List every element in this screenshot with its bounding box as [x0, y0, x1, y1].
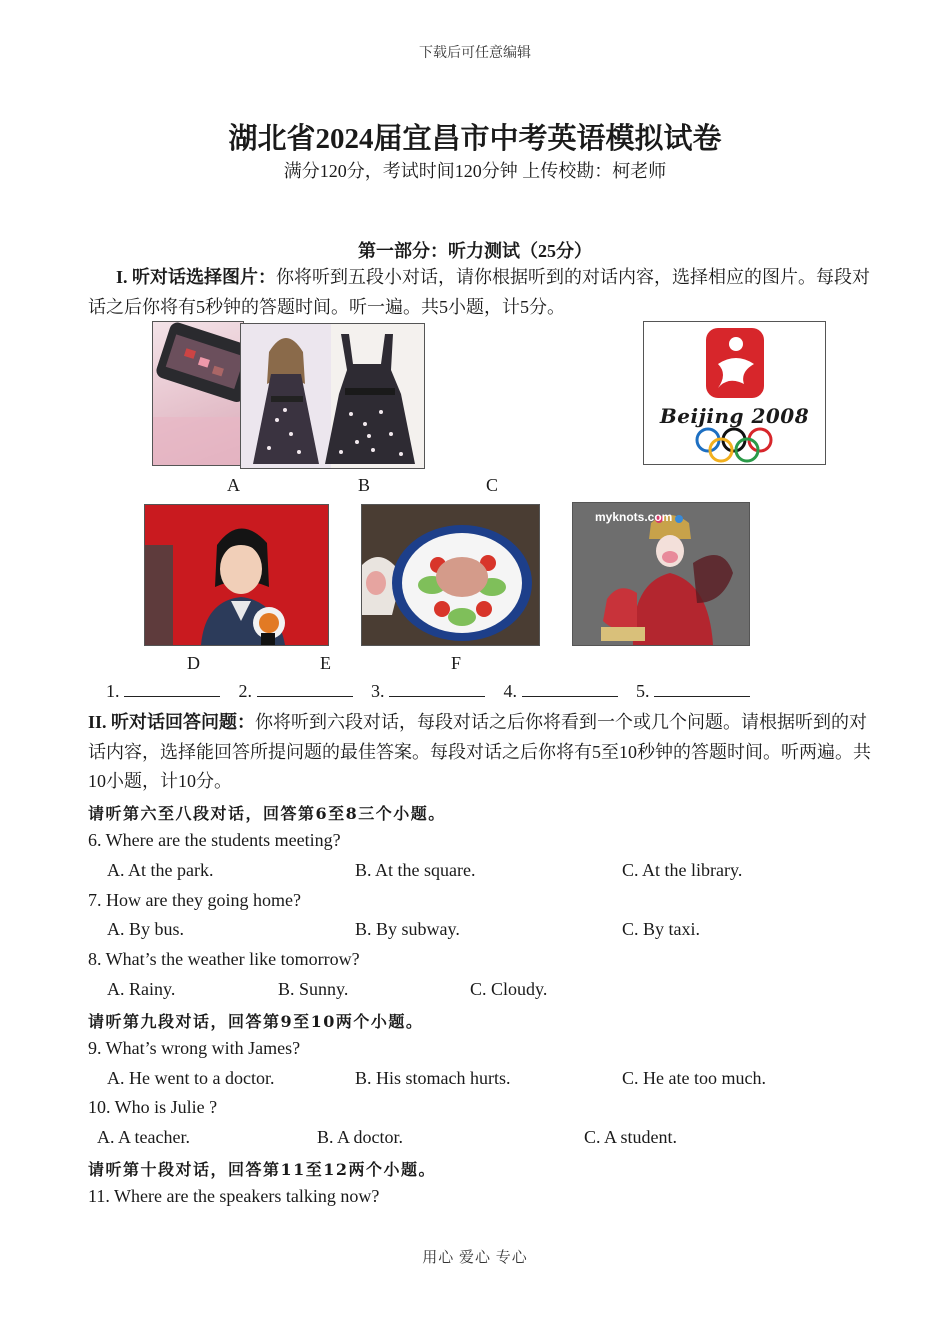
- section1-instructions: [88, 263, 878, 322]
- section1-heading: I. 听对话选择图片：: [116, 267, 277, 287]
- hint-6-8: 请听第六至八段对话，回答第6至8三个小题。: [88, 804, 446, 823]
- label-e: E: [320, 653, 331, 673]
- q6-option-a[interactable]: A. At the park.: [107, 860, 214, 880]
- section2-instructions: [88, 708, 878, 797]
- image-a-tablet: [152, 321, 244, 466]
- blank-2[interactable]: 2.: [239, 681, 353, 701]
- q9-option-a[interactable]: A. He went to a doctor.: [107, 1068, 275, 1088]
- q9-option-c[interactable]: C. He ate too much.: [622, 1068, 766, 1088]
- question-8: 8. What’s the weather like tomorrow?: [88, 949, 360, 969]
- hint-9-10: 请听第九段对话，回答第9至10两个小题。: [88, 1012, 424, 1031]
- blank-3[interactable]: 3.: [371, 681, 485, 701]
- q10-option-b[interactable]: B. A doctor.: [317, 1127, 404, 1147]
- q8-option-c[interactable]: C. Cloudy.: [470, 979, 548, 999]
- label-f: F: [451, 653, 462, 673]
- label-c: C: [486, 475, 499, 495]
- label-a: A: [227, 475, 240, 495]
- q7-option-a[interactable]: A. By bus.: [107, 919, 185, 939]
- interview-photo: [145, 505, 328, 645]
- footer-note: 用心 爱心 专心: [422, 1250, 528, 1266]
- section1-text: 你将听到五段小对话，请你根据听到的对话内容，选择相应的图片。每段对话之后你将有5秒钟的答题时间。听一遍。共5小题，计5分。: [88, 267, 871, 317]
- olympic-rings: [697, 429, 771, 461]
- image-c-olympic-logo: [643, 321, 826, 465]
- image-b-dresses: [240, 323, 425, 469]
- blank-1[interactable]: 1.: [106, 681, 220, 701]
- q10-option-a[interactable]: A. A teacher.: [97, 1127, 190, 1147]
- q7-option-b[interactable]: B. By subway.: [355, 919, 460, 939]
- dress-photo: [241, 324, 424, 468]
- beijing-2008-emblem: [644, 322, 825, 464]
- question-11: 11. Where are the speakers talking now?: [88, 1186, 380, 1206]
- salad-photo: [362, 505, 539, 645]
- q10-option-c[interactable]: C. A student.: [584, 1127, 678, 1147]
- question-9: 9. What’s wrong with James?: [88, 1038, 301, 1058]
- label-d: D: [187, 653, 200, 673]
- image-d-interview: [144, 504, 329, 646]
- q8-option-a[interactable]: A. Rainy.: [107, 979, 176, 999]
- hint-11-12: 请听第十段对话，回答第11至12两个小题。: [88, 1160, 437, 1179]
- label-b: B: [358, 475, 371, 495]
- q9-option-b[interactable]: B. His stomach hurts.: [355, 1068, 511, 1088]
- q7-option-c[interactable]: C. By taxi.: [622, 919, 701, 939]
- opera-photo: [573, 503, 749, 645]
- question-6: 6. Where are the students meeting?: [88, 830, 341, 850]
- exam-title: 湖北省2024届宜昌市中考英语模拟试卷: [228, 123, 722, 155]
- answer-blanks: [106, 681, 764, 702]
- q8-option-b[interactable]: B. Sunny.: [278, 979, 349, 999]
- question-7: 7. How are they going home?: [88, 890, 301, 910]
- beijing-2008-text: Beijing 2008: [659, 404, 810, 428]
- exam-subtitle: 满分120分，考试时间120分钟 上传校勘：柯老师: [283, 161, 667, 181]
- blank-4[interactable]: 4.: [504, 681, 618, 701]
- watermark-text: myknots.com: [595, 510, 673, 524]
- q6-option-c[interactable]: C. At the library.: [622, 860, 743, 880]
- image-f-peking-opera: [572, 502, 750, 646]
- tablet-photo: [153, 322, 243, 465]
- blank-5[interactable]: 5.: [636, 681, 750, 701]
- question-10: 10. Who is Julie ?: [88, 1097, 218, 1117]
- part-title: 第一部分：听力测试（25分）: [358, 241, 592, 261]
- section2-heading: II. 听对话回答问题：: [88, 712, 256, 732]
- header-note: 下载后可任意编辑: [419, 46, 531, 61]
- q6-option-b[interactable]: B. At the square.: [355, 860, 476, 880]
- image-e-salad: [361, 504, 540, 646]
- section2-text: 你将听到六段对话，每段对话之后你将看到一个或几个问题。请根据听到的对话内容，选择能回答所提问题的最佳答案。每段对话之后你将有5至10秒钟的答题时间。听两遍。共10小题，计10分。: [88, 712, 871, 791]
